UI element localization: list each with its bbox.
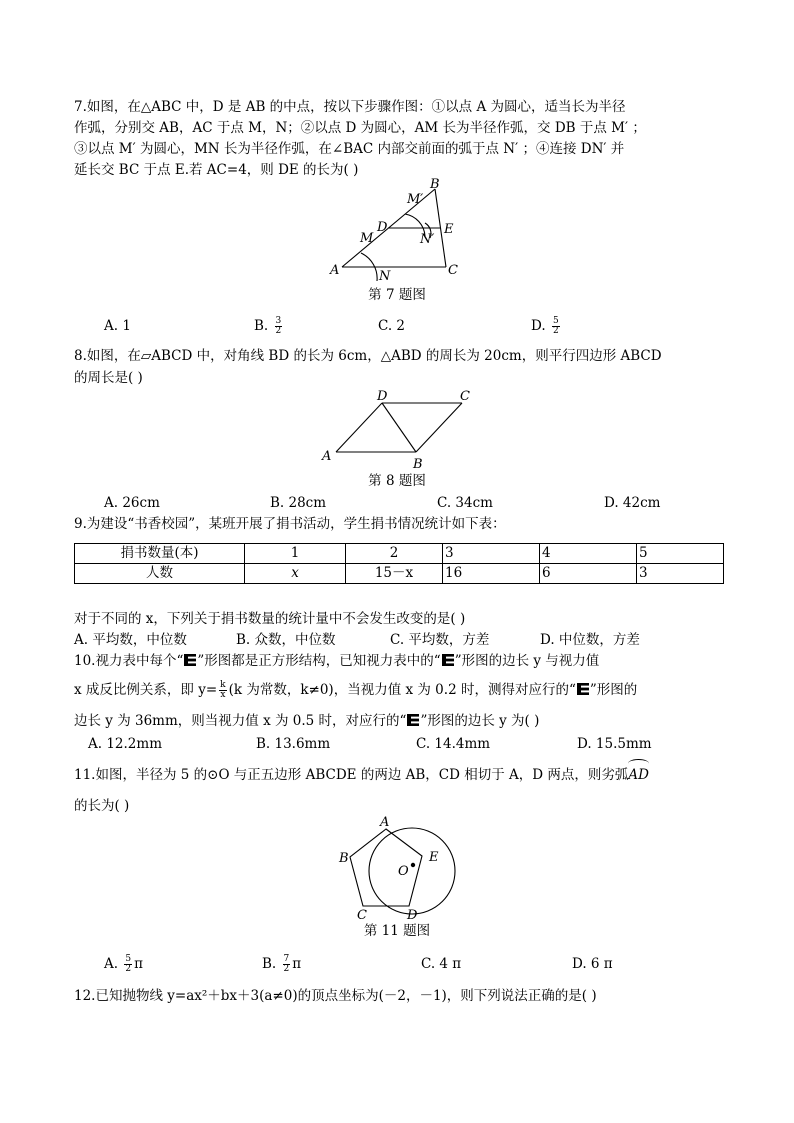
eye-chart-e-icon <box>577 683 589 695</box>
q10-line-2 <box>74 680 724 700</box>
q9-option-c[interactable]: C. 平均数，方差 <box>390 632 490 648</box>
q8-side-ad <box>336 403 382 452</box>
table-row <box>75 544 724 564</box>
q11-circle-o <box>369 828 455 914</box>
q11-line-1 <box>74 765 724 785</box>
q11-options <box>74 954 724 974</box>
q7-triangle-figure <box>325 176 465 288</box>
q7-line-1: 7.如图，在△ABC 中，D 是 AB 的中点，按以下步骤作图：①以点 A 为圆心，适当长为半径 <box>74 99 626 115</box>
q8-line-1: 8.如图，在▱ABCD 中，对角线 BD 的长为 6cm，△ABD 的周长为 20cm，则平行四边形 ABCD <box>74 348 662 364</box>
q10-line-3 <box>74 711 724 731</box>
q11-option-a[interactable] <box>104 954 143 974</box>
q11-option-b[interactable] <box>262 954 301 974</box>
q10-option-b[interactable]: B. 13.6mm <box>256 736 331 752</box>
q7-option-d-label: D. <box>531 318 546 334</box>
q10-formula-fraction: $\frac{k}{x}$ <box>220 680 226 700</box>
table-cell: 16 <box>443 564 540 584</box>
q7-label-n: N <box>379 269 391 284</box>
q8-line-2: 的周长是( ) <box>74 370 143 386</box>
table-row <box>75 564 724 584</box>
q11-label-b: B <box>339 851 349 866</box>
q8-label-d: D <box>377 389 388 404</box>
table-cell: 1 <box>245 544 346 564</box>
q7-label-mprime: M′ <box>407 192 424 207</box>
q10-line-2-part-c: ”形图的 <box>589 682 638 698</box>
q12-line-1: 12.已知抛物线 y=ax²＋bx＋3(a≠0)的顶点坐标为(－2，－1)，则下列说法正确的是( ) <box>74 988 597 1004</box>
q7-option-c[interactable]: C. 2 <box>378 318 406 334</box>
q9-option-d[interactable]: D. 中位数，方差 <box>540 632 640 648</box>
q9-line-1: 9.为建设“书香校园”，某班开展了捐书活动，学生捐书情况统计如下表： <box>74 516 506 532</box>
q8-caption: 第 8 题图 <box>368 473 426 489</box>
q7-label-c: C <box>448 263 458 278</box>
q11-label-a: A <box>380 815 390 830</box>
q11-label-e: E <box>429 850 439 865</box>
q7-label-e: E <box>444 222 454 237</box>
q9-option-a[interactable]: A. 平均数，中位数 <box>74 632 187 648</box>
table-cell: 3 <box>637 564 724 584</box>
q10-option-c[interactable]: C. 14.4mm <box>416 736 491 752</box>
q11-line-2: 的长为( ) <box>74 798 130 814</box>
table-cell: 15－x <box>346 564 443 584</box>
q8-diagonal-bd <box>382 403 416 452</box>
q8-side-cb <box>416 403 462 452</box>
q8-option-d[interactable]: D. 42cm <box>604 495 661 511</box>
q8-label-b: B <box>413 457 423 472</box>
q10-option-d[interactable]: D. 15.5mm <box>577 736 652 752</box>
table-cell: 5 <box>637 544 724 564</box>
table-cell: 6 <box>540 564 637 584</box>
q11-option-a-fraction: $\frac{5}{2}$ <box>125 954 132 974</box>
q10-line-1 <box>74 651 724 671</box>
q11-regular-pentagon <box>350 829 422 906</box>
q10-option-a[interactable]: A. 12.2mm <box>88 736 162 752</box>
q8-parallelogram-figure <box>318 386 478 472</box>
q8-label-a: A <box>322 449 332 464</box>
q11-label-o: O <box>398 864 409 879</box>
q10-line-1-part-a: 10.视力表中每个“ <box>74 653 184 669</box>
table-cell: 3 <box>443 544 540 564</box>
q7-option-d[interactable] <box>531 316 562 336</box>
q11-option-c[interactable]: C. 4 π <box>421 956 462 972</box>
q7-option-a[interactable]: A. 1 <box>104 318 131 334</box>
q7-line-2: 作弧，分别交 AB，AC 于点 M，N；②以点 D 为圆心，AM 长为半径作弧，交 DB 于点 M′ ； <box>74 120 646 136</box>
q9-donation-table <box>74 543 724 584</box>
table-cell: 2 <box>346 544 443 564</box>
q10-options <box>74 734 724 754</box>
q7-label-nprime: N′ <box>420 232 435 247</box>
q9-header-people: 人数 <box>75 564 245 584</box>
q8-options <box>74 493 724 513</box>
q10-line-3-part-a: 边长 y 为 36mm，则当视力值 x 为 0.5 时，对应行的“ <box>74 713 407 729</box>
q11-line-1-text: 11.如图，半径为 5 的⊙O 与正五边形 ABCDE 的两边 AB，CD 相切于 A，D 两点，则劣弧 <box>74 767 629 783</box>
q11-option-d[interactable]: D. 6 π <box>572 956 613 972</box>
q9-header-quantity: 捐书数量(本) <box>75 544 245 564</box>
q11-option-b-pi: π <box>292 956 302 972</box>
q7-label-b: B <box>430 177 440 192</box>
q11-option-a-pi: π <box>134 956 143 972</box>
q11-option-b-label: B. <box>262 956 277 972</box>
q7-line-4: 延长交 BC 于点 E.若 AC=4，则 DE 的长为( ) <box>74 162 359 178</box>
q10-line-2-part-b: (k 为常数，k≠0)，当视力值 x 为 0.2 时，测得对应行的“ <box>228 682 576 698</box>
q10-line-1-part-b: ”形图都是正方形结构，已知视力表中的“ <box>197 653 441 669</box>
q11-center-point <box>411 863 415 867</box>
q7-options <box>74 316 724 336</box>
q10-line-2-part-a: x 成反比例关系，即 y= <box>74 682 218 698</box>
table-cell: x <box>245 564 346 584</box>
q7-line-3: ③以点 M′ 为圆心，MN 长为半径作弧，在∠BAC 内部交前面的弧于点 N′ ；④连接 DN′ 并 <box>74 141 625 157</box>
q11-label-d: D <box>407 908 418 922</box>
q8-option-b[interactable]: B. 28cm <box>270 495 327 511</box>
q7-option-b-label: B. <box>254 318 269 334</box>
q7-option-b-fraction: $\frac{3}{2}$ <box>275 316 282 336</box>
table-cell: 4 <box>540 544 637 564</box>
q8-label-c: C <box>460 389 470 404</box>
q11-minor-arc-ad: AD <box>628 767 649 783</box>
q11-label-c: C <box>357 908 367 922</box>
q11-caption: 第 11 题图 <box>363 923 431 939</box>
q11-option-b-fraction: $\frac{7}{2}$ <box>283 954 290 974</box>
q9-option-b[interactable]: B. 众数，中位数 <box>236 632 336 648</box>
q7-label-d: D <box>377 220 388 235</box>
q11-option-a-label: A. <box>104 956 119 972</box>
q7-option-d-fraction: $\frac{5}{2}$ <box>552 316 559 336</box>
q10-line-1-part-c: ”形图的边长 y 与视力值 <box>454 653 600 669</box>
q8-option-c[interactable]: C. 34cm <box>437 495 493 511</box>
q9-options <box>74 630 724 650</box>
q7-caption: 第 7 题图 <box>368 287 426 303</box>
eye-chart-e-icon <box>407 714 419 726</box>
q8-option-a[interactable]: A. 26cm <box>104 495 160 511</box>
eye-chart-e-icon <box>184 654 196 666</box>
eye-chart-e-icon <box>442 654 454 666</box>
q10-line-3-part-b: ”形图的边长 y 为( ) <box>420 713 540 729</box>
q9-line-2: 对于不同的 x，下列关于捐书数量的统计量中不会发生改变的是( ) <box>74 611 466 627</box>
q7-option-b[interactable] <box>254 316 284 336</box>
q11-pentagon-circle-figure <box>330 812 460 922</box>
q7-label-m: M <box>360 231 374 246</box>
q7-label-a: A <box>330 263 340 278</box>
